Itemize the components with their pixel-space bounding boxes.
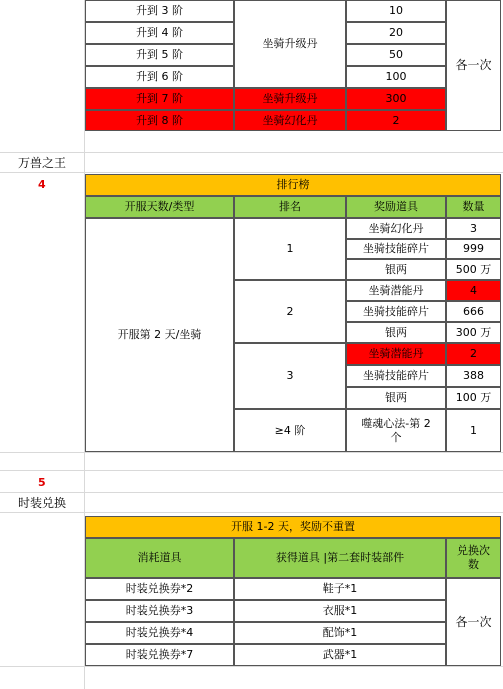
- reward-qty: 500 万: [446, 259, 501, 280]
- section-number: 5: [38, 475, 46, 489]
- item-merged-cell: 坐骑升级丹: [234, 0, 346, 88]
- gridline: [0, 452, 503, 453]
- reward-qty: 999: [446, 239, 501, 259]
- gridline: [0, 172, 503, 173]
- level-cell-highlight: 升到 7 阶: [85, 88, 234, 110]
- type-cell: 开服第 2 天/坐骑: [85, 218, 234, 452]
- reward-item: 银两: [346, 322, 446, 343]
- reward-item: 坐骑技能碎片: [346, 239, 446, 259]
- level-cell: 升到 3 阶: [85, 0, 234, 22]
- qty-cell-highlight: 300: [346, 88, 446, 110]
- qty-cell: 10: [346, 0, 446, 22]
- header-cell: 消耗道具: [85, 538, 234, 578]
- exchange-title: 开服 1-2 天，奖励不重置: [85, 516, 501, 538]
- reward-item: 银两: [346, 387, 446, 409]
- cost-cell: 时装兑换券*2: [85, 578, 234, 600]
- reward-item: 噬魂心法-第 2 个: [346, 409, 446, 452]
- reward-qty: 100 万: [446, 387, 501, 409]
- gridline: [0, 512, 503, 513]
- level-cell: 升到 6 阶: [85, 66, 234, 88]
- frequency-note: 各一次: [446, 0, 501, 131]
- reward-item-highlight: 坐骑潜能丹: [346, 343, 446, 365]
- item-cell-highlight: 坐骑升级丹: [234, 88, 346, 110]
- gain-cell: 鞋子*1: [234, 578, 446, 600]
- gain-cell: 武器*1: [234, 644, 446, 666]
- reward-item: 银两: [346, 259, 446, 280]
- reward-item: 坐骑潜能丹: [346, 280, 446, 301]
- reward-qty: 1: [446, 409, 501, 452]
- section-title: 万兽之王: [18, 155, 67, 170]
- gain-cell: 衣服*1: [234, 600, 446, 622]
- reward-qty: 3: [446, 218, 501, 239]
- section-title: 时装兑换: [18, 495, 67, 510]
- reward-qty: 300 万: [446, 322, 501, 343]
- reward-qty-highlight: 2: [446, 343, 501, 365]
- reward-item: 坐骑技能碎片: [346, 301, 446, 322]
- reward-qty: 666: [446, 301, 501, 322]
- qty-cell: 100: [346, 66, 446, 88]
- header-cell: 奖励道具: [346, 196, 446, 218]
- gridline: [0, 666, 503, 667]
- item-cell-highlight: 坐骑幻化丹: [234, 110, 346, 131]
- header-cell: 获得道具 |第二套时装部件: [234, 538, 446, 578]
- qty-cell: 20: [346, 22, 446, 44]
- rank-cell: 3: [234, 343, 346, 409]
- level-cell: 升到 4 阶: [85, 22, 234, 44]
- gain-cell: 配饰*1: [234, 622, 446, 644]
- reward-qty: 388: [446, 365, 501, 387]
- frequency-note: 各一次: [446, 578, 501, 666]
- gridline: [0, 152, 503, 153]
- section-number: 4: [38, 177, 46, 191]
- header-cell: 开服天数/类型: [85, 196, 234, 218]
- cost-cell: 时装兑换券*3: [85, 600, 234, 622]
- rank-cell: 2: [234, 280, 346, 343]
- rank-cell: ≥4 阶: [234, 409, 346, 452]
- leaderboard-title: 排行榜: [85, 174, 501, 196]
- header-cell: 排名: [234, 196, 346, 218]
- rank-cell: 1: [234, 218, 346, 280]
- qty-cell: 50: [346, 44, 446, 66]
- cost-cell: 时装兑换券*7: [85, 644, 234, 666]
- reward-qty-highlight: 4: [446, 280, 501, 301]
- cost-cell: 时装兑换券*4: [85, 622, 234, 644]
- level-cell: 升到 5 阶: [85, 44, 234, 66]
- level-cell-highlight: 升到 8 阶: [85, 110, 234, 131]
- reward-item: 坐骑技能碎片: [346, 365, 446, 387]
- reward-item: 坐骑幻化丹: [346, 218, 446, 239]
- qty-cell-highlight: 2: [346, 110, 446, 131]
- header-cell: 数量: [446, 196, 501, 218]
- header-cell: 兑换次数: [446, 538, 501, 578]
- gridline: [0, 470, 503, 471]
- gridline: [0, 492, 503, 493]
